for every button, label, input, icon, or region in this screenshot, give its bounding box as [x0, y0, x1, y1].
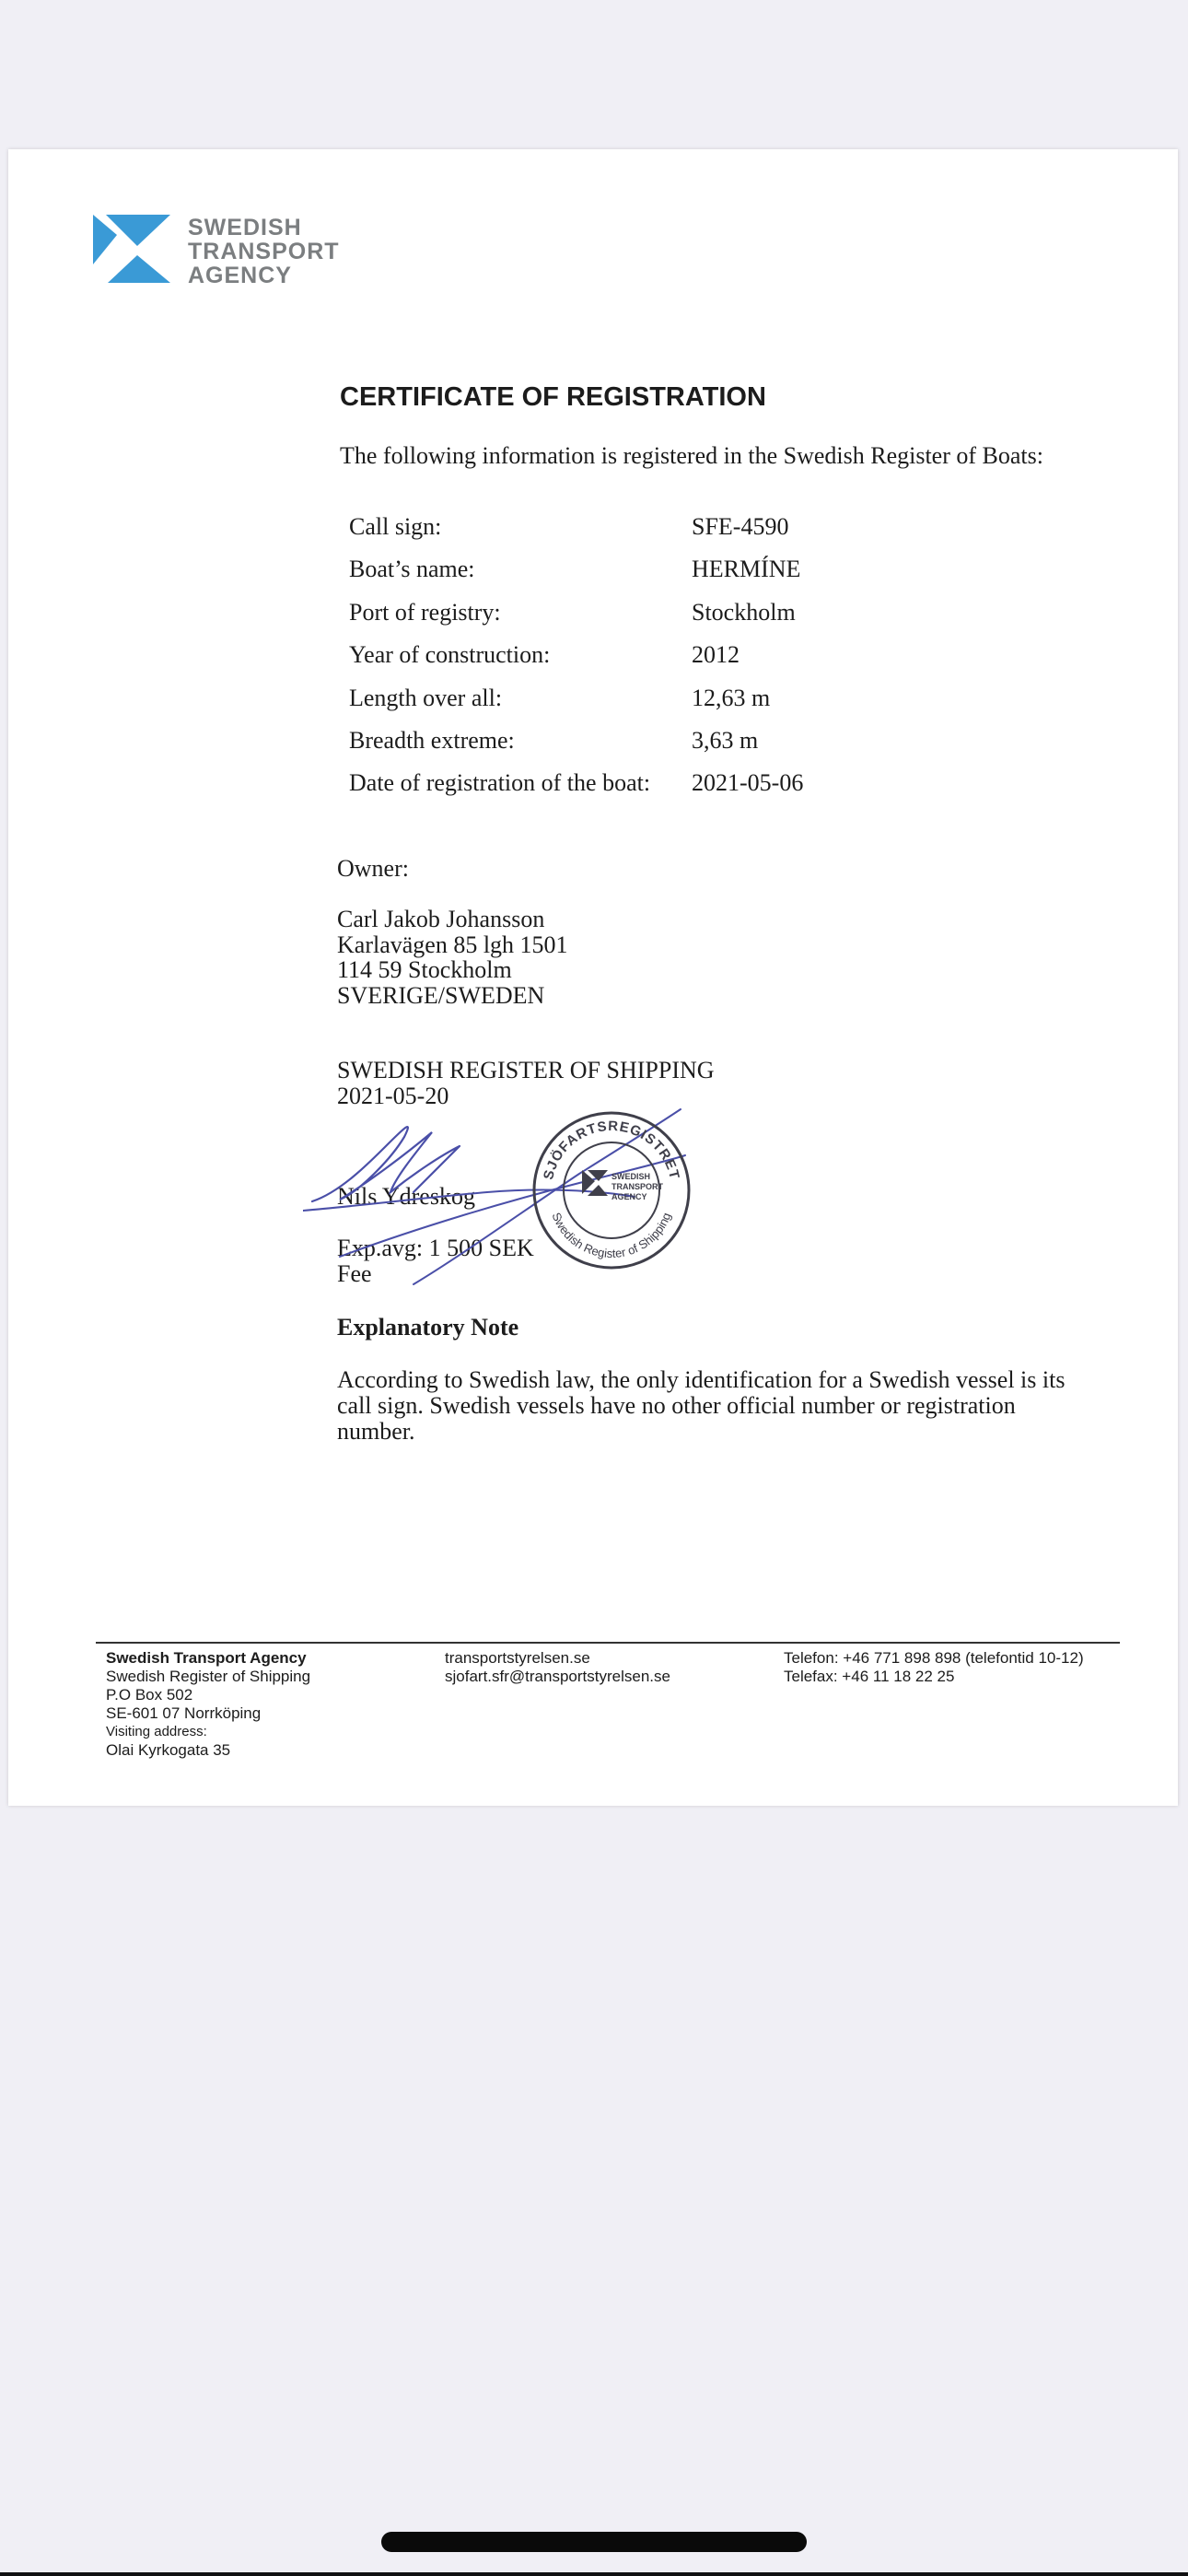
field-port-of-registry: Port of registry: Stockholm: [349, 599, 796, 626]
screen-bottom-edge: [0, 2572, 1188, 2576]
field-length-over-all: Length over all: 12,63 m: [349, 685, 771, 711]
footer-address: Swedish Transport Agency Swedish Register of Shipping P.O Box 502 SE-601 07 Norrköping Visiting address: Olai Kyrkogata 35: [106, 1649, 311, 1759]
field-call-sign: Call sign: SFE-4590: [349, 513, 789, 540]
svg-text:SWEDISH: SWEDISH: [611, 1172, 651, 1181]
field-date-of-registration: Date of registration of the boat: 2021-05-06: [349, 769, 804, 796]
footer-email[interactable]: sjofart.sfr@transportstyrelsen.se: [445, 1668, 670, 1685]
issuer-name: SWEDISH REGISTER OF SHIPPING: [337, 1057, 715, 1083]
svg-text:AGENCY: AGENCY: [611, 1192, 647, 1201]
explanatory-note-body: According to Swedish law, the only identification for a Swedish vessel is its call sign. Swedish vessels have no other official number or registration number.: [337, 1366, 1066, 1445]
owner-name: Carl Jakob Johansson: [337, 906, 545, 932]
home-indicator[interactable]: [381, 2532, 807, 2552]
footer-divider: [96, 1642, 1120, 1644]
footer-phone-contact: [784, 1649, 1084, 1686]
footer-web-contact: [445, 1649, 670, 1686]
official-stamp: [529, 1107, 694, 1273]
footer-website[interactable]: transportstyrelsen.se: [445, 1649, 590, 1667]
issuer-date: 2021-05-20: [337, 1083, 449, 1109]
field-boat-name: Boat’s name: HERMÍNE: [349, 556, 801, 582]
document-page: [8, 149, 1178, 1806]
certificate-intro: The following information is registered in the Swedish Register of Boats:: [340, 442, 1043, 469]
agency-logo-icon: [93, 215, 170, 283]
svg-text:Swedish Register of Shipping: Swedish Register of Shipping: [549, 1210, 674, 1261]
owner-heading: Owner:: [337, 855, 409, 882]
fee-amount: Exp.avg: 1 500 SEK: [337, 1235, 534, 1261]
footer-phone: Telefon: +46 771 898 898 (telefontid 10-12): [784, 1649, 1084, 1667]
signatory-name: Nils Ydreskog: [337, 1183, 475, 1210]
owner-street: Karlavägen 85 lgh 1501: [337, 931, 568, 958]
agency-logo-text: SWEDISH TRANSPORT AGENCY: [188, 215, 340, 288]
footer-fax: Telefax: +46 11 18 22 25: [784, 1668, 955, 1685]
owner-city: 114 59 Stockholm: [337, 956, 512, 983]
field-breadth-extreme: Breadth extreme: 3,63 m: [349, 727, 759, 754]
svg-text:TRANSPORT: TRANSPORT: [611, 1182, 663, 1191]
owner-country: SVERIGE/SWEDEN: [337, 982, 545, 1009]
explanatory-note-title: Explanatory Note: [337, 1314, 519, 1341]
certificate-title: CERTIFICATE OF REGISTRATION: [340, 382, 766, 412]
field-year-of-construction: Year of construction: 2012: [349, 641, 740, 668]
svg-text:SJÖFARTSREGISTRET: SJÖFARTSREGISTRET: [541, 1118, 682, 1182]
fee-label: Fee: [337, 1260, 372, 1287]
